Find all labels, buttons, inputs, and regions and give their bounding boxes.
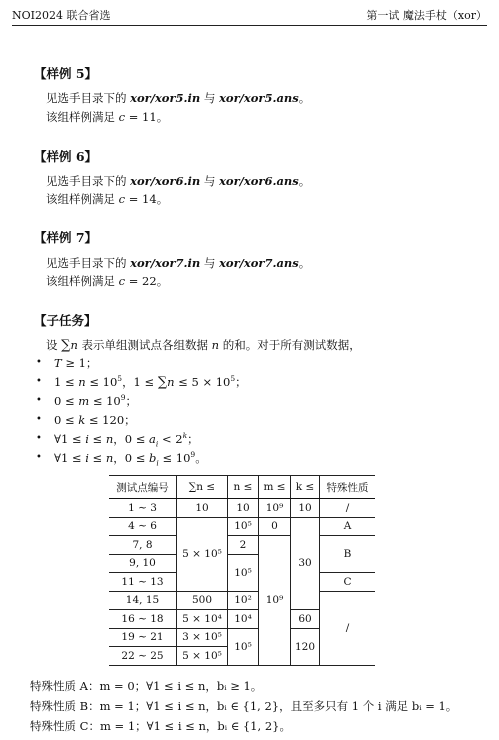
subtask-table (109, 475, 375, 666)
math-var: c (118, 110, 126, 124)
sample-6-condition (46, 191, 168, 207)
input-file-name: xor/xor5.in (130, 91, 201, 105)
table-row (109, 517, 375, 536)
cell: 10⁵ (228, 554, 259, 591)
cell: 16 ∼ 18 (109, 610, 177, 629)
text: = 14。 (125, 192, 169, 206)
cell: 10⁹ (259, 536, 291, 666)
cell: C (320, 573, 376, 592)
table-row (109, 499, 375, 518)
cell: 10⁵ (228, 517, 259, 536)
col-header-k: k ≤ (291, 476, 320, 499)
bullet-icon: • (36, 395, 42, 406)
cell: 10⁹ (259, 499, 291, 518)
cell: 5 × 10⁵ (177, 517, 228, 591)
math-var: n (70, 338, 78, 352)
sample-5-condition (46, 109, 168, 125)
header-problem: 第一试 魔法手杖（xor） (366, 9, 487, 22)
input-file-name: xor/xor7.in (130, 256, 201, 270)
cell: 7, 8 (109, 536, 177, 555)
subtask-intro (46, 337, 361, 353)
cell: 10² (228, 591, 259, 610)
text: 。 (298, 91, 311, 105)
table-row (109, 536, 375, 555)
constraint-6: ∀1 ≤ i ≤ n，$0 \le b_i \le 10^9$。 (54, 450, 207, 468)
text: 与 (203, 174, 216, 188)
cell: 5 × 10⁵ (177, 647, 228, 666)
property-label: 特殊性质 B： (30, 699, 100, 713)
cell: 30 (291, 517, 320, 610)
constraint-2: $1 \le n \le 10^5$，$1 \le \sum n \le 5 \times 10^5$； (54, 374, 247, 390)
property-text: m = 1；∀1 ≤ i ≤ n，bᵢ ∈ {1, 2}。 (99, 719, 291, 733)
cell: 11 ∼ 13 (109, 573, 177, 592)
cell: A (320, 517, 376, 536)
cell: 22 ∼ 25 (109, 647, 177, 666)
cell: 3 × 10⁵ (177, 628, 228, 647)
cell: 10⁵ (228, 628, 259, 665)
property-label: 特殊性质 C： (30, 719, 100, 733)
bullet-icon: • (36, 414, 42, 425)
cell: 10 (291, 499, 320, 518)
text: 与 (203, 256, 216, 270)
sample-5-title: 【样例 5】 (34, 66, 98, 81)
answer-file-name: xor/xor6.ans (219, 174, 299, 188)
cell: 4 ∼ 6 (109, 517, 177, 536)
cell: / (320, 499, 376, 518)
cell: 500 (177, 591, 228, 610)
property-a (30, 678, 262, 694)
bullet-icon: • (36, 452, 42, 463)
text: 见选手目录下的 (46, 174, 127, 188)
property-text: m = 0；∀1 ≤ i ≤ n，bᵢ ≥ 1。 (99, 679, 263, 693)
sample-7-condition (46, 273, 168, 289)
sample-7-title: 【样例 7】 (34, 230, 98, 245)
cell: 2 (228, 536, 259, 555)
text: 。 (298, 174, 311, 188)
bullet-icon: • (36, 376, 42, 387)
cell: B (320, 536, 376, 573)
property-b (30, 698, 457, 714)
constraint-1: T ≥ 1； (54, 356, 98, 370)
cell: 19 ∼ 21 (109, 628, 177, 647)
constraint-5: ∀1 ≤ i ≤ n，$0 \le a_i < 2^k$； (54, 431, 199, 449)
cell: 120 (291, 628, 320, 665)
bullet-icon: • (36, 433, 42, 444)
sample-6-title: 【样例 6】 (34, 149, 98, 164)
text: 。 (298, 256, 311, 270)
text: 设 (46, 338, 62, 352)
text: 见选手目录下的 (46, 91, 127, 105)
col-header-sum-n: ∑n ≤ (177, 476, 228, 499)
cell: 14, 15 (109, 591, 177, 610)
text: 该组样例满足 (46, 192, 115, 206)
text: 该组样例满足 (46, 274, 115, 288)
page-header (0, 0, 499, 26)
col-header-m: m ≤ (259, 476, 291, 499)
property-text: m = 1；∀1 ≤ i ≤ n，bᵢ ∈ {1, 2}，且至多只有 1 个 i 满足 bᵢ = 1。 (99, 699, 458, 713)
cell: 10 (228, 499, 259, 518)
property-c (30, 718, 291, 734)
constraint-4: 0 ≤ k ≤ 120； (54, 413, 136, 427)
math-var: c (118, 192, 126, 206)
cell: 5 × 10⁴ (177, 610, 228, 629)
text: = 22。 (125, 274, 169, 288)
cell: 1 ∼ 3 (109, 499, 177, 518)
property-label: 特殊性质 A： (30, 679, 100, 693)
text: = 11。 (125, 110, 169, 124)
math-var: n (211, 338, 220, 352)
cell: 60 (291, 610, 320, 629)
header-contest: NOI2024 联合省选 (12, 9, 111, 22)
text: 表示单组测试点各组数据 (77, 338, 212, 352)
text: 的和。对于所有测试数据， (219, 338, 361, 352)
math-var: c (118, 274, 126, 288)
constraint-3: $0 \le m \le 10^9$； (54, 393, 138, 408)
sample-7-files (46, 255, 310, 271)
sum-symbol: ∑ (61, 338, 71, 353)
cell: 10 (177, 499, 228, 518)
col-header-testcase: 测试点编号 (109, 476, 177, 499)
col-header-n: n ≤ (228, 476, 259, 499)
table-header-row (109, 476, 375, 499)
answer-file-name: xor/xor5.ans (219, 91, 299, 105)
text: 见选手目录下的 (46, 256, 127, 270)
col-header-property: 特殊性质 (320, 476, 376, 499)
sample-6-files (46, 173, 310, 189)
subtask-title: 【子任务】 (34, 313, 97, 328)
cell: 10⁴ (228, 610, 259, 629)
bullet-icon: • (36, 357, 42, 368)
text: 与 (203, 91, 216, 105)
text: 该组样例满足 (46, 110, 115, 124)
header-rule (12, 25, 487, 26)
cell: / (320, 591, 376, 665)
cell: 0 (259, 517, 291, 536)
cell: 9, 10 (109, 554, 177, 573)
answer-file-name: xor/xor7.ans (219, 256, 299, 270)
table-row (109, 591, 375, 610)
input-file-name: xor/xor6.in (130, 174, 201, 188)
sample-5-files (46, 90, 310, 106)
